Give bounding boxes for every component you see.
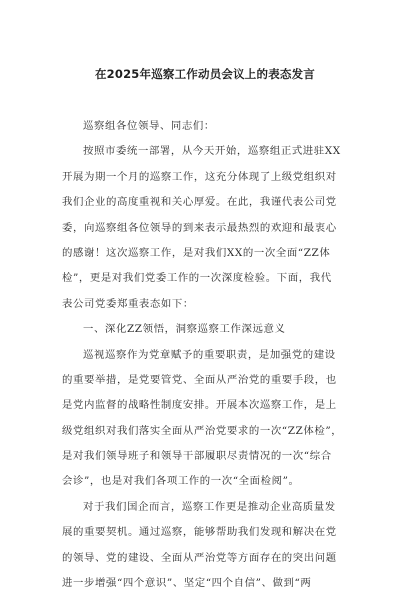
paragraph-line: 对于我们国企而言，巡察工作更是推动企业高质量发 [83, 500, 336, 513]
paragraph-line: 巡视巡察作为党章赋予的重要职责，是加强党的建设 [83, 348, 336, 361]
paragraph-line: 表公司党委郑重表态如下： [62, 297, 194, 310]
paragraph-line: 级党组织对我们落实全面从严治党要求的一次“ZZ体检”， [62, 424, 343, 437]
document-body [62, 114, 360, 596]
salutation-line: 巡察组各位领导、同志们： [83, 120, 215, 132]
paragraph-line: 的感谢！这次巡察工作，是对我们XX的一次全面“ZZ体 [62, 246, 331, 259]
paragraph-line: 的重要举措，是党要管党、全面从严治党的重要手段，也 [62, 373, 337, 386]
section-heading: 一、深化ZZ领悟，洞察巡察工作深远意义 [83, 323, 286, 336]
paragraph-line: 委，向巡察组各位领导的到来表示最热烈的欢迎和最衷心 [62, 221, 337, 234]
paragraph-line: 的领导、党的建设、全面从严治党等方面存在的突出问题 [62, 551, 337, 564]
paragraph-line: 按照市委统一部署，从今天开始，巡察组正式进驻XX [83, 145, 341, 158]
paragraph-line: 展的重要契机。通过巡察，能够帮助我们发现和解决在党 [62, 526, 337, 539]
paragraph-line: 会诊”，也是对我们各项工作的一次“全面检阅”。 [62, 475, 300, 488]
paragraph-line: 检”，更是对我们党委工作的一次深度检验。下面，我代 [62, 272, 332, 285]
paragraph-line: 我们企业的高度重视和关心厚爱。在此，我谨代表公司党 [62, 196, 337, 209]
document-title: 在2025年巡察工作动员会议上的表态发言 [94, 67, 315, 81]
paragraph-line: 是对我们领导班子和领导干部履职尽责情况的一次“综合 [62, 450, 332, 463]
paragraph-line: 进一步增强“四个意识”、坚定“四个自信”、做到“两 [62, 577, 312, 590]
paragraph-line: 是党内监督的战略性制度安排。开展本次巡察工作，是上 [62, 399, 337, 412]
paragraph-line: 开展为期一个月的巡察工作，这充分体现了上级党组织对 [62, 170, 337, 183]
